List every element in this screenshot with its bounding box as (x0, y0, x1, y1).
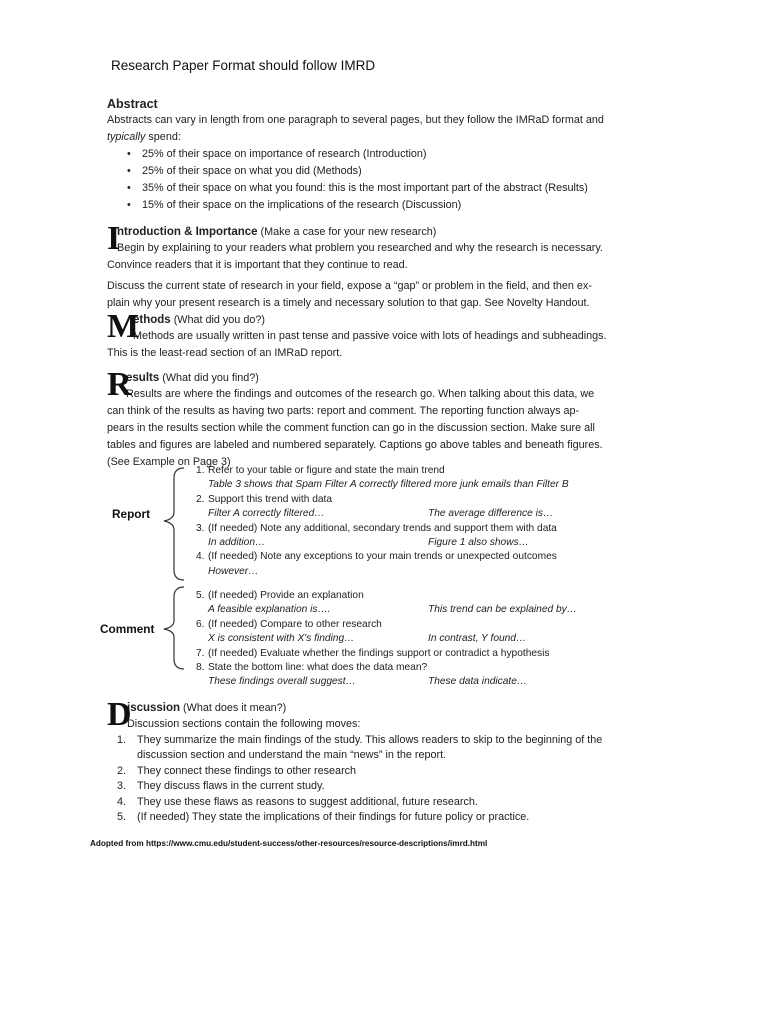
abstract-heading: Abstract (107, 97, 158, 111)
introduction-heading-text: ntroduction & Importance (117, 226, 258, 238)
methods-line: This is the least-read section of an IMRaD report. (107, 347, 343, 359)
move-text: discussion section and understand the main “news” in the report. (137, 749, 447, 762)
step-text: (If needed) Evaluate whether the findings support or contradict a hypothesis (208, 647, 550, 659)
bullet-icon: • (127, 199, 131, 211)
introduction-para2-line: plain why your present research is a timely and necessary solution to that gap. See Novelty Handout. (107, 297, 590, 309)
results-line: (See Example on Page 3) (107, 456, 231, 468)
example-text-alt: Figure 1 also shows… (428, 536, 529, 548)
move-number: 2. (117, 764, 127, 777)
report-group (112, 464, 672, 584)
example-text: Table 3 shows that Spam Filter A correctly filtered more junk emails than Filter B (208, 479, 569, 491)
step-row (196, 589, 676, 603)
example-row (196, 478, 676, 492)
list-item (107, 795, 657, 810)
abstract-section (107, 96, 657, 214)
example-text: X is consistent with X's finding… (208, 633, 355, 645)
report-brace-icon (158, 466, 188, 582)
report-steps (196, 464, 676, 579)
step-row (196, 550, 676, 564)
results-line: can think of the results as having two parts: report and comment. The reporting function always ap- (107, 405, 580, 417)
move-text: They connect these findings to other research (137, 764, 357, 777)
step-number: 2. (196, 493, 205, 505)
example-row (196, 565, 676, 579)
example-text-alt: In contrast, Y found… (428, 633, 527, 645)
list-item (107, 733, 657, 748)
list-item (127, 197, 657, 214)
bullet-text: 15% of their space on the implications of the research (Discussion) (142, 199, 462, 211)
move-text: They summarize the main findings of the study. This allows readers to skip to the beginning of the (137, 734, 603, 746)
methods-section (107, 308, 657, 362)
example-row (196, 632, 676, 646)
step-text: (If needed) Note any exceptions to your main trends or unexpected outcomes (208, 551, 557, 563)
move-number: 4. (117, 795, 127, 808)
results-heading (107, 370, 657, 386)
move-number: 5. (117, 811, 127, 824)
list-item (107, 779, 657, 794)
results-subtitle: (What did you find?) (159, 372, 259, 384)
example-text: Filter A correctly filtered… (208, 508, 325, 520)
step-number: 6. (196, 618, 205, 630)
step-row (196, 618, 676, 632)
list-item (127, 163, 657, 180)
results-dropcap: R (107, 366, 132, 403)
step-row (196, 522, 676, 536)
example-text-alt: The average difference is… (428, 508, 554, 520)
discussion-section (107, 696, 657, 825)
introduction-line: Begin by explaining to your readers what problem you researched and why the research is necessary. (117, 242, 603, 254)
results-section (107, 366, 657, 471)
example-text-alt: These data indicate… (428, 676, 528, 688)
source-footnote: Adopted from https://www.cmu.edu/student-success/other-resources/resource-descriptions/imrd.html (90, 839, 488, 848)
step-number: 8. (196, 661, 205, 673)
step-number: 4. (196, 551, 205, 563)
example-text-alt: This trend can be explained by… (428, 604, 577, 616)
example-row (196, 675, 676, 689)
example-text: These findings overall suggest… (208, 676, 356, 688)
step-number: 5. (196, 590, 205, 601)
introduction-line: Convince readers that it is important that they continue to read. (107, 259, 408, 271)
step-row (196, 647, 676, 661)
discussion-line: Discussion sections contain the following moves: (127, 718, 361, 730)
list-item (107, 764, 657, 779)
example-text: In addition… (208, 536, 266, 548)
bullet-text: 25% of their space on importance of research (Introduction) (142, 148, 427, 160)
comment-label: Comment (100, 622, 155, 636)
page-title: Research Paper Format should follow IMRD (111, 58, 376, 73)
step-text: (If needed) Compare to other research (208, 618, 382, 630)
discussion-subtitle: (What does it mean?) (180, 702, 287, 714)
bullet-text: 35% of their space on what you found: this is the most important part of the abstract (Results) (142, 182, 588, 194)
comment-steps (196, 589, 676, 690)
step-row (196, 493, 676, 507)
methods-subtitle: (What did you do?) (170, 314, 265, 326)
introduction-heading-block (107, 220, 657, 274)
example-text: However… (208, 565, 259, 577)
move-text: They use these flaws as reasons to suggest additional, future research. (137, 795, 478, 808)
introduction-section (107, 220, 657, 312)
bullet-icon: • (127, 148, 131, 160)
example-row (196, 536, 676, 550)
discussion-dropcap: D (107, 696, 132, 733)
step-row (196, 661, 676, 675)
results-heading-block (107, 366, 657, 471)
results-line: tables and figures are labeled and numbered separately. Captions go above tables and beneath figures. (107, 439, 603, 451)
introduction-subtitle: (Make a case for your new research) (257, 226, 437, 238)
step-text: Support this trend with data (208, 493, 333, 505)
list-item (107, 810, 657, 825)
bullet-icon: • (127, 182, 131, 194)
discussion-heading-block (107, 696, 657, 733)
step-number: 3. (196, 522, 205, 534)
results-line: pears in the results section while the comment function can go in the discussion section. Make sure all (107, 422, 595, 434)
methods-line: Methods are usually written in past tense and passive voice with lots of headings and subheadings. (133, 330, 607, 342)
example-row (196, 507, 676, 521)
move-text: (If needed) They state the implications of their findings for future policy or practice. (137, 811, 530, 824)
results-heading-text: esults (126, 372, 160, 384)
step-number: 1. (196, 465, 205, 476)
step-row (196, 464, 676, 478)
discussion-moves-list (107, 733, 657, 825)
example-row (196, 603, 676, 617)
step-text: (If needed) Note any additional, secondary trends and support them with data (208, 522, 557, 534)
comment-brace-icon (158, 585, 188, 671)
methods-heading (107, 312, 657, 328)
abstract-bullet-list (107, 146, 657, 214)
abstract-intro-end: spend: (145, 131, 181, 143)
list-item (107, 748, 657, 763)
methods-heading-text: ethods (133, 314, 171, 326)
introduction-para2-line: Discuss the current state of research in your field, expose a “gap” or problem in the field, and then ex- (107, 280, 592, 292)
step-text: State the bottom line: what does the data mean? (208, 661, 428, 673)
results-line: Results are where the findings and outcomes of the research go. When talking about this data, we (126, 388, 595, 400)
abstract-intro-italic: typically (107, 131, 146, 143)
example-text: A feasible explanation is…. (208, 604, 331, 616)
introduction-dropcap: I (107, 220, 121, 257)
report-label: Report (112, 507, 151, 521)
step-text: (If needed) Provide an explanation (208, 590, 364, 601)
step-number: 7. (196, 647, 205, 659)
introduction-heading (107, 224, 657, 240)
abstract-intro (107, 112, 657, 146)
list-item (127, 180, 657, 197)
methods-heading-block (107, 308, 657, 362)
move-text: They discuss flaws in the current study. (137, 780, 325, 793)
move-number: 3. (117, 780, 127, 793)
abstract-intro-text: Abstracts can vary in length from one paragraph to several pages, but they follow the IMRaD format and (107, 114, 604, 126)
bullet-text: 25% of their space on what you did (Methods) (142, 165, 362, 177)
bullet-icon: • (127, 165, 131, 177)
list-item (127, 146, 657, 163)
step-text: Refer to your table or figure and state the main trend (208, 465, 445, 476)
move-number: 1. (117, 734, 127, 746)
discussion-heading-text: iscussion (127, 702, 181, 714)
comment-group (100, 589, 672, 693)
methods-dropcap: M (107, 308, 140, 345)
discussion-heading (107, 700, 657, 716)
